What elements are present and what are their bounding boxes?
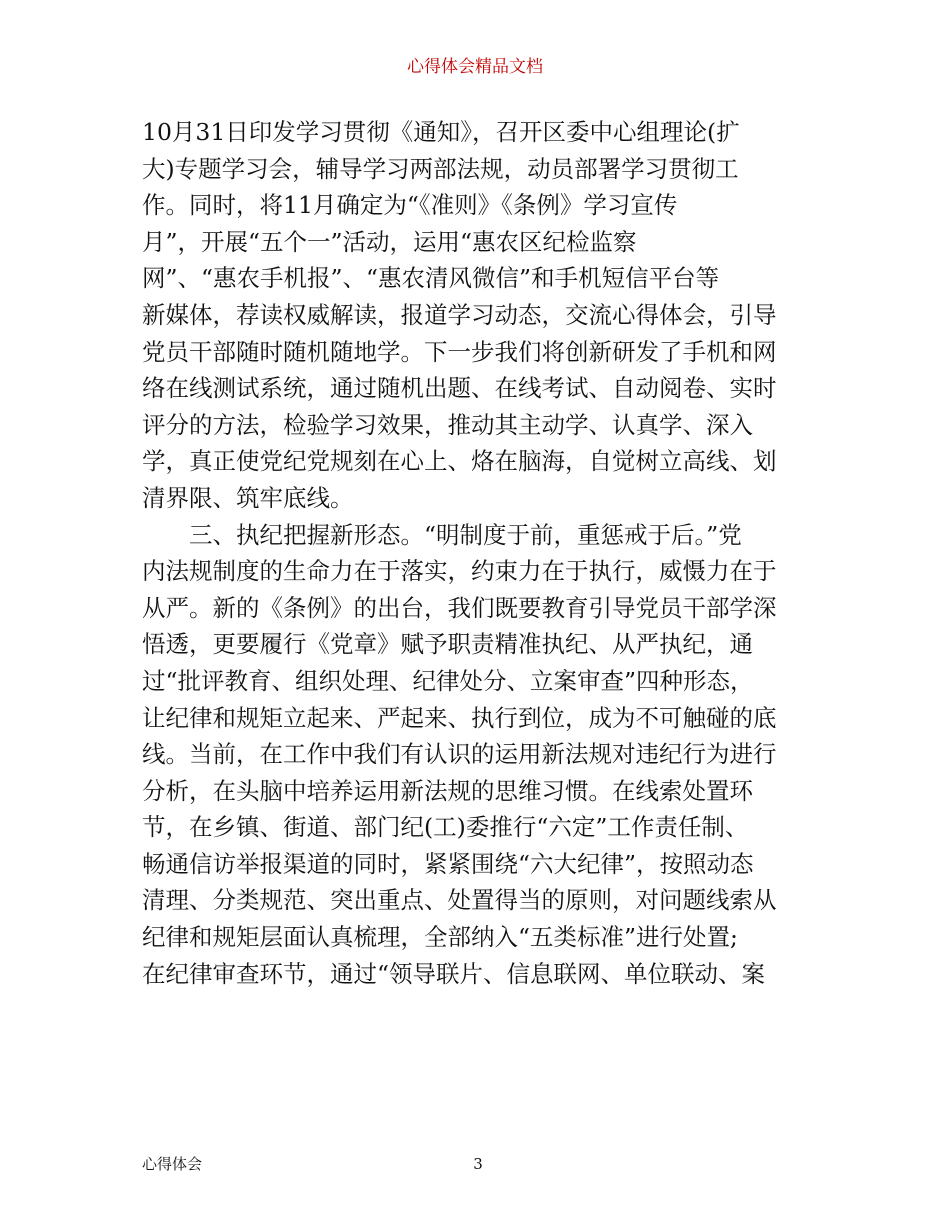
text-line: 分析，在头脑中培养运用新法规的思维习惯。在线索处置环 [142,776,753,805]
text-line: 从严。新的《条例》的出台，我们既要教育引导党员干部学深 [142,593,777,622]
page-footer-label: 心得体会 [142,1155,203,1173]
text-line: 大)专题学习会，辅导学习两部法规，动员部署学习贯彻工 [142,154,739,183]
page-number: 3 [473,1155,483,1173]
text-line: 节，在乡镇、街道、部门纪(工)委推行“六定”工作责任制、 [142,813,749,842]
page-header-title: 心得体会精品文档 [407,57,543,77]
text-line: 清理、分类规范、突出重点、处置得当的原则，对问题线索从 [142,886,777,915]
text-line: 网”、“惠农手机报”、“惠农清风微信”和手机短信平台等 [142,264,720,293]
text-line: 络在线测试系统，通过随机出题、在线考试、自动阅卷、实时 [142,374,777,403]
text-line: 10月31日印发学习贯彻《通知》，召开区委中心组理论(扩 [142,118,740,146]
text-line: 线。当前，在工作中我们有认识的运用新法规对违纪行为进行 [142,740,777,769]
text-line: 新媒体，荐读权威解读，报道学习动态，交流心得体会，引导 [142,300,777,329]
text-line: 悟透，更要履行《党章》赋予职责精准执纪、从严执纪，通 [142,630,753,659]
text-line: 学，真正使党纪党规刻在心上、烙在脑海，自觉树立高线、划 [142,447,777,476]
text-line: 党员干部随时随机随地学。下一步我们将创新研发了手机和网 [142,337,777,366]
text-line: 在纪律审查环节，通过“领导联片、信息联网、单位联动、案 [142,959,766,988]
text-line: 作。同时，将11月确定为“《准则》《条例》学习宣传 [142,191,678,220]
text-line: 纪律和规矩层面认真梳理，全部纳入“五类标准”进行处置; [142,923,738,952]
text-line: 清界限、筑牢底线。 [142,483,354,512]
text-line: 评分的方法，检验学习效果，推动其主动学、认真学、深入 [142,410,753,439]
text-line: 月”，开展“五个一”活动，运用“惠农区纪检监察 [142,227,637,256]
text-line: 畅通信访举报渠道的同时，紧紧围绕“六大纪律”，按照动态 [142,849,754,878]
text-line: 三、执纪把握新形态。“明制度于前，重惩戒于后。”党 [142,520,742,549]
text-line: 内法规制度的生命力在于落实，约束力在于执行，威慑力在于 [142,557,777,586]
text-line: 让纪律和规矩立起来、严起来、执行到位，成为不可触碰的底 [142,703,777,732]
body-text [142,114,822,992]
text-line: 过“批评教育、组织处理、纪律处分、立案审查”四种形态， [142,666,754,695]
